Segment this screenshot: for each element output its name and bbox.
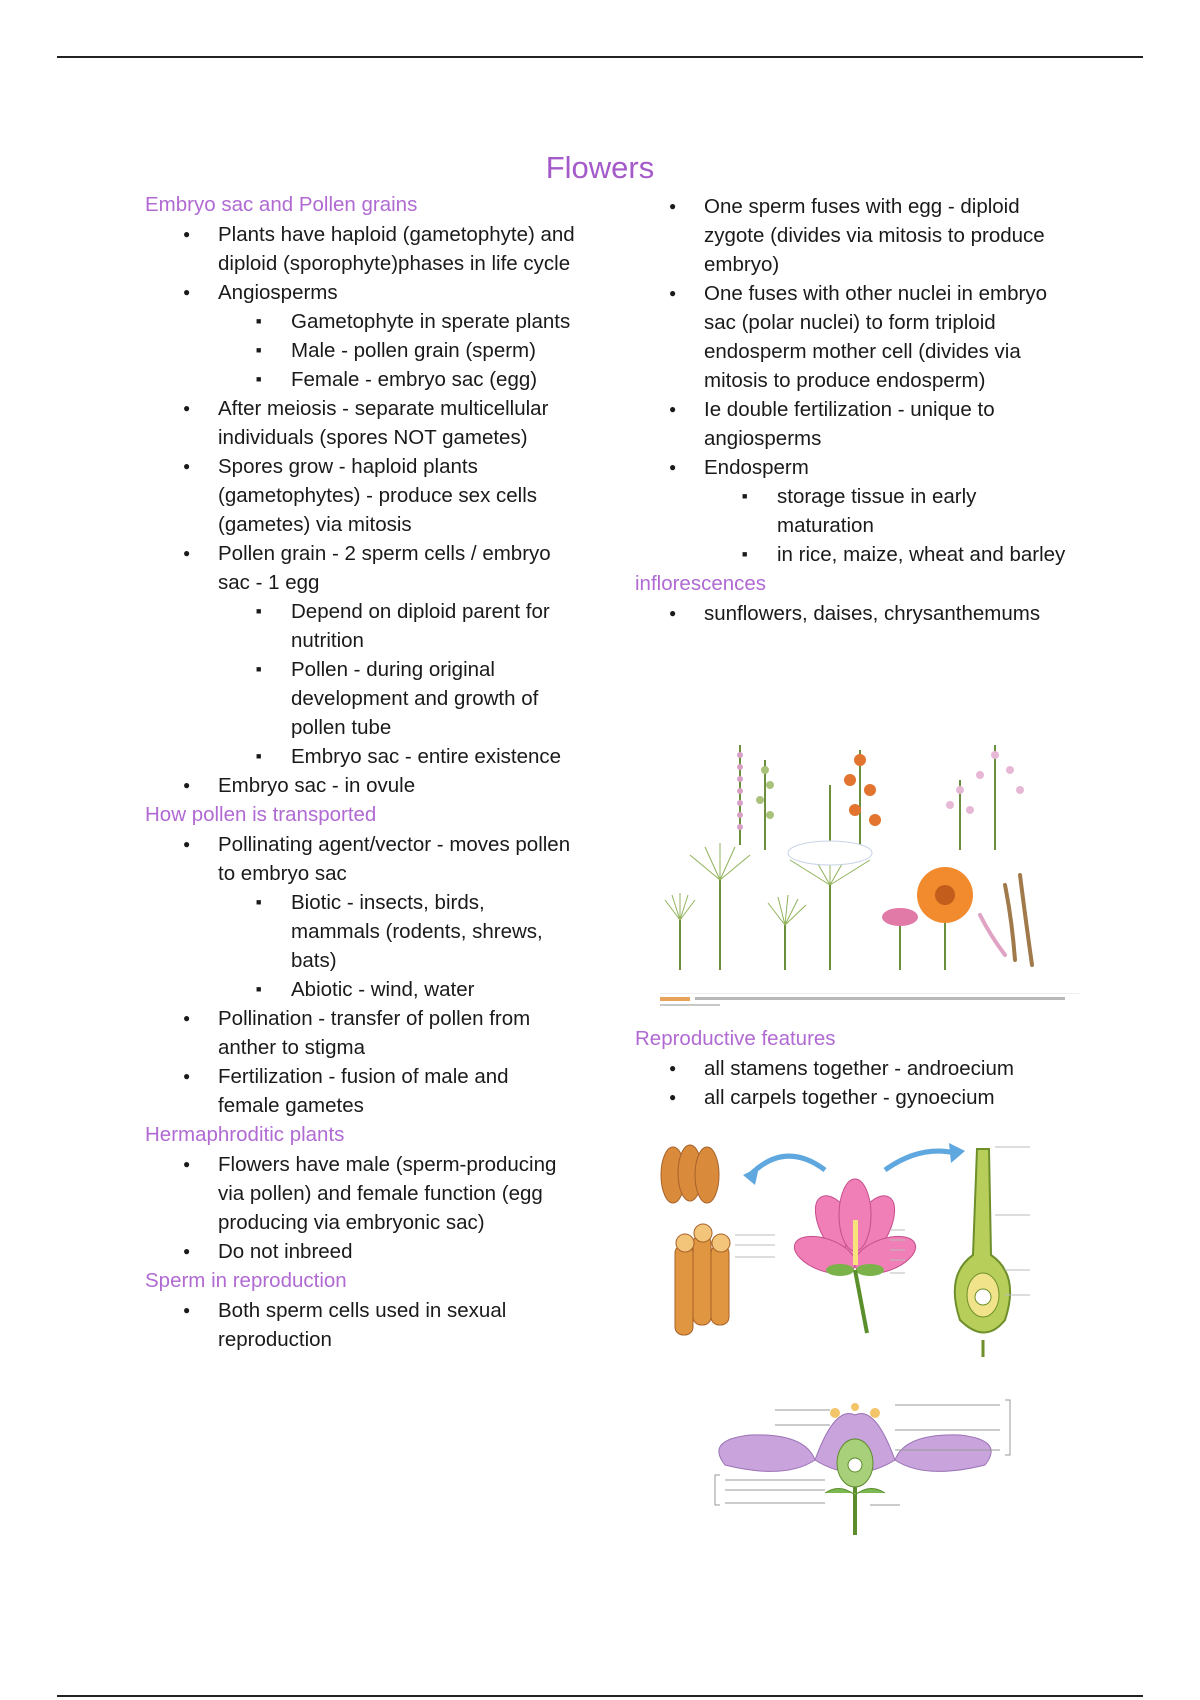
section-heading-pollen-transport: How pollen is transported bbox=[145, 803, 377, 826]
list-item: ● Plants have haploid (gametophyte) and diploid (sporophyte)phases in life cycle bbox=[145, 220, 575, 278]
list-item: ● Pollen grain - 2 sperm cells / embryo sac - 1 egg ■ Depend on diploid parent for nutrition ■ Pollen - during original development and growth of pollen tube ■ Embryo sac - entire existence bbox=[145, 539, 575, 771]
list-item: ● all stamens together - androecium bbox=[631, 1054, 1075, 1083]
sub-list-item: ■ Pollen - during original development and growth of pollen tube bbox=[218, 655, 575, 742]
section-heading-hermaphroditic: Hermaphroditic plants bbox=[145, 1123, 345, 1146]
reproductive-features-section bbox=[635, 1024, 1075, 1112]
list-item: ● sunflowers, daises, chrysanthemums bbox=[631, 599, 1075, 628]
list-item: ● Spores grow - haploid plants (gametophytes) - produce sex cells (gametes) via mitosis bbox=[145, 452, 575, 539]
top-rule bbox=[57, 56, 1143, 58]
list-item: ● Fertilization - fusion of male and female gametes bbox=[145, 1062, 575, 1120]
inflorescence-figure bbox=[660, 735, 1080, 1015]
sub-list-item: ■ Male - pollen grain (sperm) bbox=[218, 336, 575, 365]
list-item: ● One fuses with other nuclei in embryo sac (polar nuclei) to form triploid endosperm mother cell (divides via mitosis to produce endosperm) bbox=[631, 279, 1075, 395]
sub-list-item: ■ Female - embryo sac (egg) bbox=[218, 365, 575, 394]
bottom-rule bbox=[57, 1695, 1143, 1697]
list-item: ● Endosperm ■ storage tissue in early maturation ■ in rice, maize, wheat and barley bbox=[631, 453, 1075, 569]
list-item: ● One sperm fuses with egg - diploid zygote (divides via mitosis to produce embryo) bbox=[631, 192, 1075, 279]
section-heading-embryo-sac: Embryo sac and Pollen grains bbox=[145, 193, 418, 216]
sub-list-item: ■ in rice, maize, wheat and barley bbox=[704, 540, 1075, 569]
right-column bbox=[635, 192, 1075, 628]
section-heading-inflorescences: inflorescences bbox=[635, 572, 767, 595]
section-heading-sperm: Sperm in reproduction bbox=[145, 1269, 347, 1292]
list-item: ● Embryo sac - in ovule bbox=[145, 771, 575, 800]
sub-list-item: ■ Abiotic - wind, water bbox=[218, 975, 575, 1004]
sub-list-item: ■ Biotic - insects, birds, mammals (rodents, shrews, bats) bbox=[218, 888, 575, 975]
list-item: ● Do not inbreed bbox=[145, 1237, 575, 1266]
list-item: ● all carpels together - gynoecium bbox=[631, 1083, 1075, 1112]
list-item: ● Pollination - transfer of pollen from anther to stigma bbox=[145, 1004, 575, 1062]
stamen-carpel-figure bbox=[655, 1135, 1065, 1365]
page-title: Flowers bbox=[545, 150, 655, 185]
list-item: ● Both sperm cells used in sexual reproduction bbox=[145, 1296, 575, 1354]
sub-list-item: ■ Depend on diploid parent for nutrition bbox=[218, 597, 575, 655]
sub-list-item: ■ Gametophyte in sperate plants bbox=[218, 307, 575, 336]
list-item: ● Angiosperms ■ Gametophyte in sperate plants ■ Male - pollen grain (sperm) ■ Female - embryo sac (egg) bbox=[145, 278, 575, 394]
flower-structure-figure bbox=[665, 1385, 1045, 1545]
list-item: ● Pollinating agent/vector - moves pollen to embryo sac ■ Biotic - insects, birds, mammals (rodents, shrews, bats) ■ Abiotic - wind, water bbox=[145, 830, 575, 1004]
left-column bbox=[145, 190, 575, 1354]
section-heading-reproductive: Reproductive features bbox=[635, 1027, 836, 1050]
list-item: ● Ie double fertilization - unique to angiosperms bbox=[631, 395, 1075, 453]
list-item: ● After meiosis - separate multicellular individuals (spores NOT gametes) bbox=[145, 394, 575, 452]
sub-list-item: ■ Embryo sac - entire existence bbox=[218, 742, 575, 771]
list-item: ● Flowers have male (sperm-producing via pollen) and female function (egg producing via embryonic sac) bbox=[145, 1150, 575, 1237]
sub-list-item: ■ storage tissue in early maturation bbox=[704, 482, 1075, 540]
